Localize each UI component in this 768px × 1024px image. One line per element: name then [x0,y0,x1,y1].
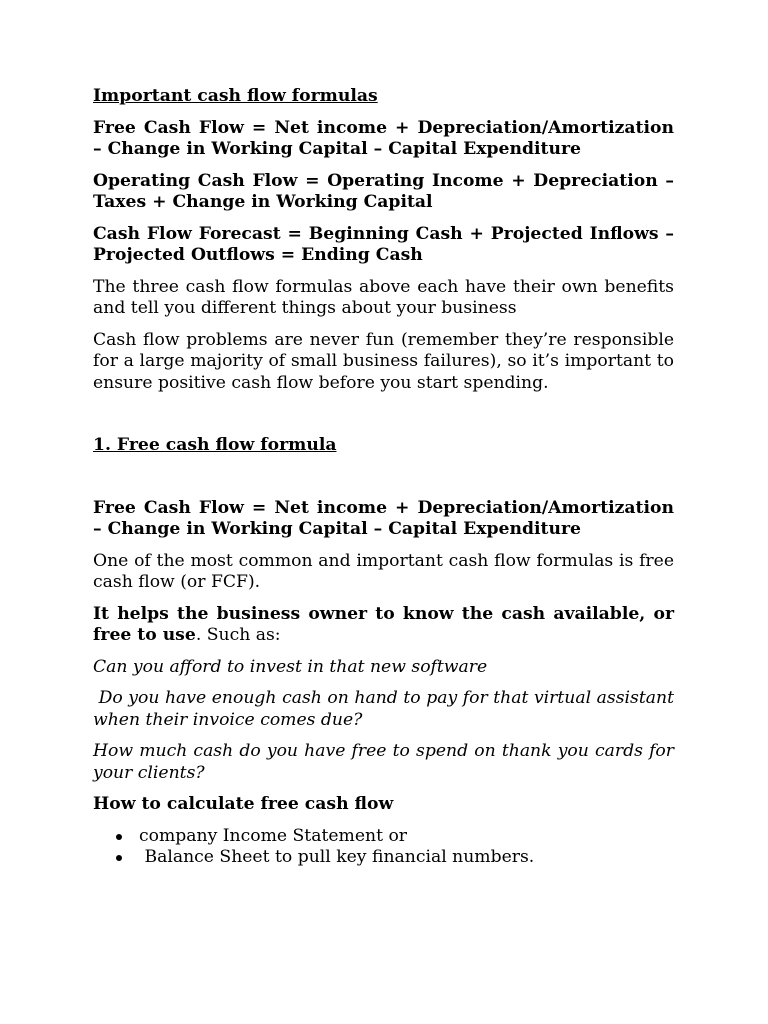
list-item [93,847,674,869]
list-item [93,826,674,848]
document-title: Important cash flow formulas [93,86,378,106]
document-body [93,86,674,869]
list-item-text: company Income Statement or [139,825,408,846]
bullet-list [93,826,674,869]
paragraph-cash-available [93,604,674,647]
calc-heading: How to calculate free cash flow [93,794,394,814]
cash-available-bold-text: It helps the business owner to know the cash available, or free to use [93,603,674,645]
formula-operating-cash-flow: Operating Cash Flow = Operating Income + Depreciation – Taxes + Change in Working Capital [93,170,674,212]
list-item-text: Balance Sheet to pull key financial numbers. [139,847,535,867]
cash-available-rest-text: . Such as: [195,625,281,645]
question-virtual-assistant: Do you have enough cash on hand to pay for that virtual assistant when their invoice comes due? [93,688,674,730]
paragraph-cash-flow-problems: Cash flow problems are never fun (remember they’re responsible for a large majority of small business failures), so it’s important to ensure positive cash flow before you start spending. [93,329,674,393]
formula-free-cash-flow: Free Cash Flow = Net income + Depreciation/Amortization – Change in Working Capital – Capital Expenditure [93,117,674,159]
question-thank-you-cards: How much cash do you have free to spend on thank you cards for your clients? [93,741,674,783]
formula-cash-flow-forecast: Cash Flow Forecast = Beginning Cash + Projected Inflows – Projected Outflows = Ending Cash [93,223,674,265]
question-software: Can you afford to invest in that new software [93,656,488,677]
paragraph-formulas-benefits: The three cash flow formulas above each have their own benefits and tell you different things about your business [93,276,674,318]
bullet-icon [116,855,122,861]
section-heading-free-cash-flow: 1. Free cash flow formula [93,435,337,455]
paragraph-fcf-intro: One of the most common and important cash flow formulas is free cash flow (or FCF). [93,550,674,592]
section-formula-free-cash-flow: Free Cash Flow = Net income + Depreciation/Amortization – Change in Working Capital – Capital Expenditure [93,497,674,539]
bullet-icon [116,834,122,840]
